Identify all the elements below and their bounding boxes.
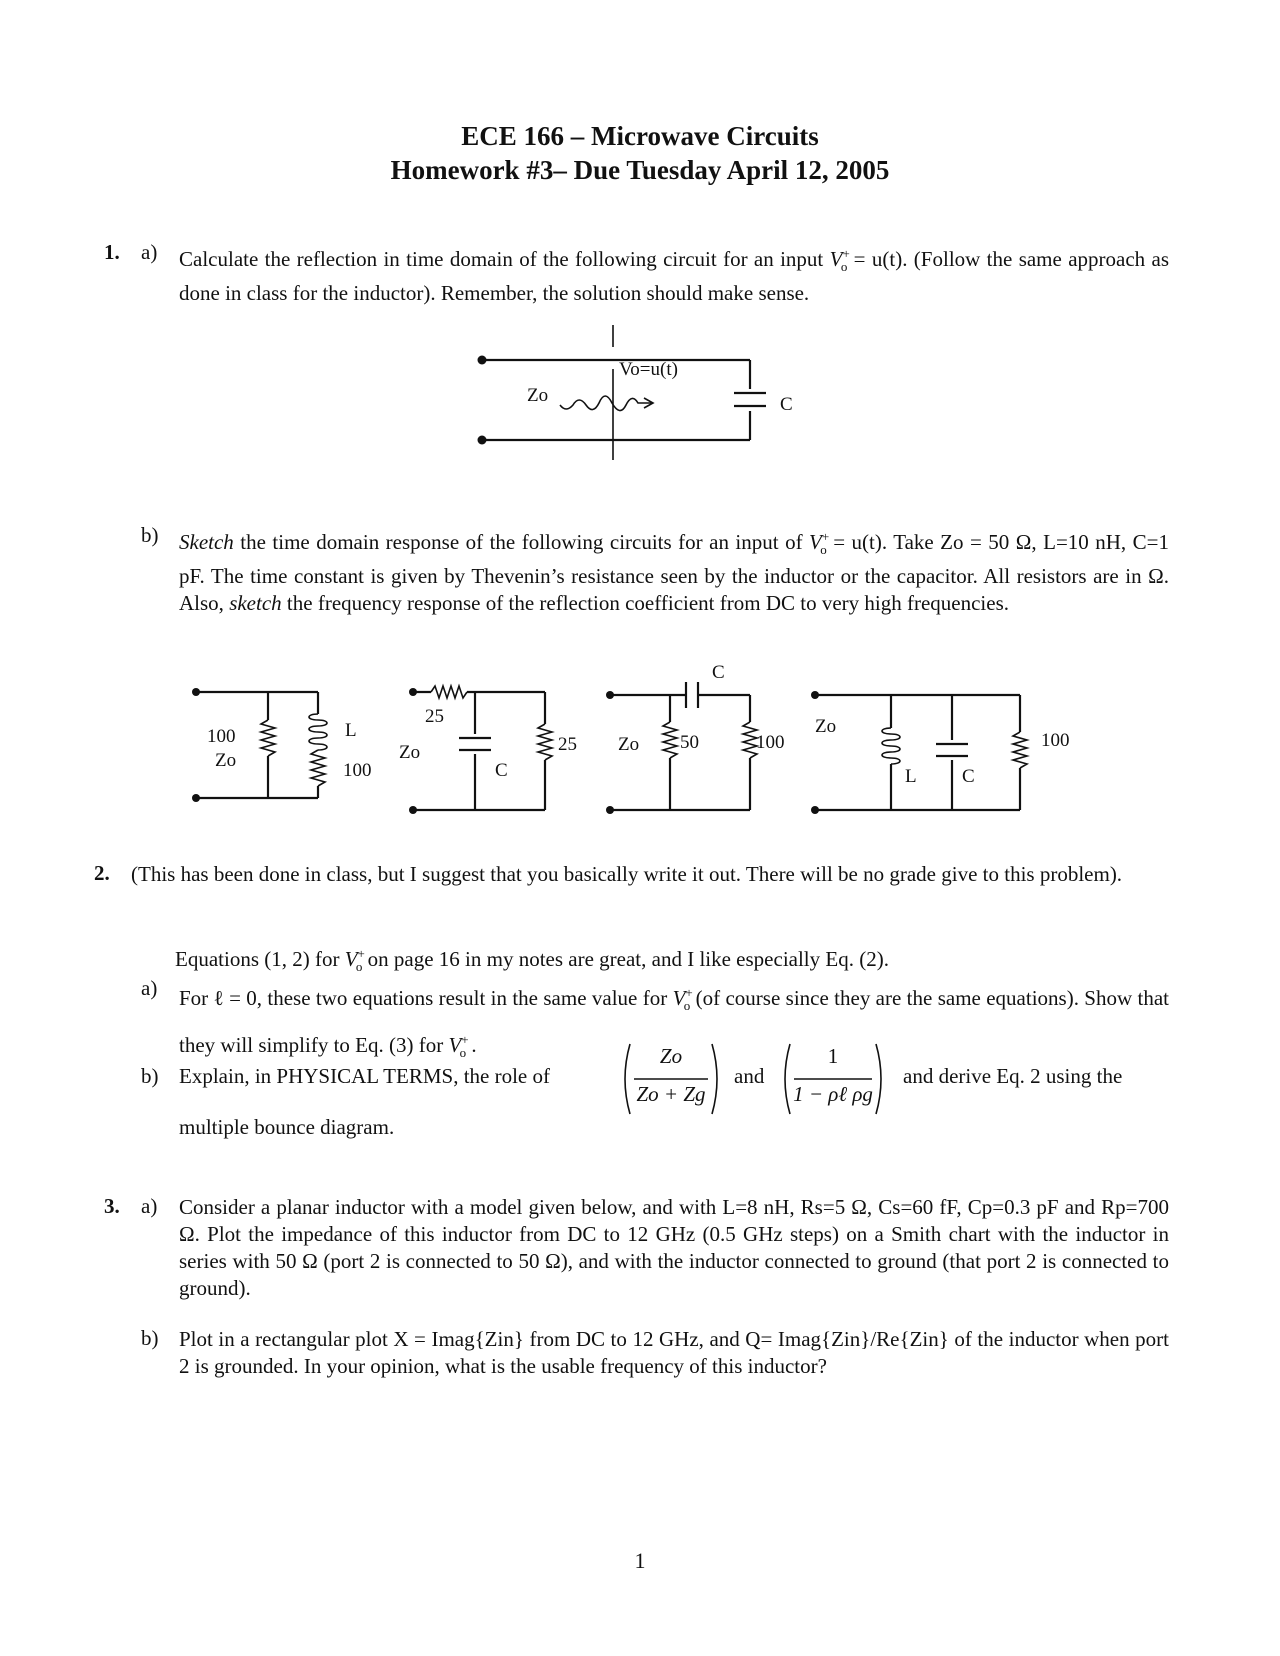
circuit-3 [600, 660, 785, 820]
circuit4-r-label: 100 [1041, 730, 1070, 751]
q2-a-v: V [672, 986, 686, 1010]
q1-a-text-post: (Follow the same approach as done in class for the inductor). Remember, the solution should make sense. [179, 247, 1170, 306]
q1-a-input-v: V [829, 247, 843, 271]
q3-a-label: a) [141, 1194, 158, 1218]
q2-a-label: a) [141, 976, 158, 1000]
q2-a-text-pre: For ℓ = 0, these two equations result in the same value for [179, 986, 673, 1010]
q2-b-text-pre: Explain, in PHYSICAL TERMS, the role of [179, 1064, 550, 1088]
circuit3-zo-label: Zo [618, 734, 640, 755]
q1-a-text-pre: Calculate the reflection in time domain of the following circuit for an input [179, 247, 830, 271]
diagram1-zo-label: Zo [527, 385, 549, 406]
q2-fraction-2-numerator: 1 [827, 1044, 839, 1068]
q2-a-text-end: . [471, 1033, 477, 1058]
q2-a-v2: V [448, 1033, 462, 1058]
circuit1-r-label: 100 [207, 726, 236, 747]
question-2-number: 2. [94, 861, 110, 885]
circuit2-c-label: C [495, 760, 508, 781]
q1-b-sketch-word-2: sketch [229, 591, 282, 616]
q1-b-input-v: V [809, 530, 822, 554]
q2-b-text-post: and derive Eq. 2 using the [903, 1064, 1123, 1088]
circuit3-c-label: C [712, 662, 725, 683]
circuit1-r2-label: 100 [343, 760, 372, 781]
diagram1-source-label: Vo=u(t) [619, 359, 678, 380]
q1-b-text3: the frequency response of the reflection coefficient from DC to very high frequencies. [281, 591, 1010, 616]
q3-b-label: b) [141, 1326, 159, 1350]
q2-eq-post: on page 16 in my notes are great, and I like especially Eq. (2). [367, 947, 889, 971]
document-title: ECE 166 – Microwave Circuits [461, 121, 819, 151]
page-number: 1 [634, 1548, 646, 1573]
q1-a-text: Calculate the reflection in time domain of the following circuit for an input $V^+_o = u(t)$. (Follow the same approach as done in class for the inductor). Remember, the solution should make sense. [179, 246, 1170, 306]
q1-b-sketch-word: Sketch [179, 530, 234, 554]
q2-fraction-1-numerator: Zo [659, 1044, 683, 1068]
q2-b-and: and [734, 1064, 765, 1088]
q3-b-text: Plot in a rectangular plot X = Imag{Zin} from DC to 12 GHz, and Q= Imag{Zin}/Re{Zin} of the inductor when port 2 is grounded. In your opinion, what is the usable frequency of this inductor? [179, 1327, 1169, 1378]
circuit-1 [185, 670, 385, 820]
circuit2-r-series-label: 25 [425, 706, 444, 727]
circuit1-zo-label: Zo [215, 750, 237, 771]
q2-fraction-1-denominator: Zo + Zg [636, 1082, 706, 1106]
diagram1-c-label: C [780, 394, 793, 415]
q2-a-text-post: (of course since they are the same equations). Show that they will simplify to Eq. (3) for [179, 986, 1170, 1058]
circuit4-l-label: L [905, 766, 917, 787]
q2-b-text-end: multiple bounce diagram. [179, 1115, 395, 1139]
question-3-number: 3. [104, 1194, 120, 1218]
q2-eq-pre: Equations (1, 2) for [175, 947, 345, 971]
q2-equations-line: Equations (1, 2) for $V^+_o$ on page 16 in my notes are great, and I like especially Eq. (2). [175, 946, 889, 975]
circuit3-r1-label: 50 [680, 732, 699, 753]
q2-a-text: For ℓ = 0, these two equations result in the same value for $V^+_o$ (of course since they are the same equations). Show that they will simplify to Eq. (3) for $V^+_o$ . [179, 985, 1170, 1061]
circuit2-r-shunt-label: 25 [558, 734, 577, 755]
circuit-diagram-1 [460, 315, 820, 465]
q3-a-text: Consider a planar inductor with a model given below, and with L=8 nH, Rs=5 Ω, Cs=60 fF, Cp=0.3 pF and Rp=700 Ω. Plot the impedance of this inductor from DC to 12 GHz (0.5 GHz steps) on a Smith chart with the inductor in series with 50 Ω (port 2 is connected to 50 Ω), and with the inductor connected to ground (that port 2 is connected to ground). [179, 1195, 1169, 1300]
q2-b-label: b) [141, 1064, 159, 1088]
q1-a-input-rhs: = u(t). [853, 247, 908, 271]
circuit2-zo-label: Zo [399, 742, 421, 763]
q1-b-text: Sketch the time domain response of the following circuits for an input of $V^+_o = u(t)$. Take Zo = 50 Ω, L=10 nH, C=1 pF. The time constant is given by Thevenin’s resistance seen by the inductor or the capacitor. All resistors are in Ω. Also, sketch the frequency response of the reflection coefficient from DC to very high frequencies. [179, 529, 1170, 616]
question-1-number: 1. [104, 240, 120, 264]
circuit4-c-label: C [962, 766, 975, 787]
q2-fraction-2-denominator: 1 − ρℓ ρg [793, 1082, 873, 1106]
q1-b-input-rhs: = u(t). [833, 530, 888, 554]
circuit-4 [805, 670, 1095, 820]
q1-b-text1: the time domain response of the following circuits for an input of [233, 530, 810, 554]
circuit3-r2-label: 100 [756, 732, 785, 753]
q1-b-label: b) [141, 523, 159, 547]
q1-b-text2: Take Zo = 50 Ω, L=10 nH, C=1 pF. The time constant is given by Thevenin’s resistance seen by the inductor or the capacitor. All resistors are in Ω. Also, [179, 530, 1170, 616]
q2-intro: (This has been done in class, but I suggest that you basically write it out. There will be no grade give to this problem). [131, 862, 1123, 886]
circuit4-zo-label: Zo [815, 716, 837, 737]
q2-eq-v: V [344, 947, 358, 971]
document-subtitle: Homework #3– Due Tuesday April 12, 2005 [390, 155, 890, 185]
circuit1-l-label: L [345, 720, 357, 741]
circuit-2 [395, 660, 580, 820]
q1-a-label: a) [141, 240, 158, 264]
